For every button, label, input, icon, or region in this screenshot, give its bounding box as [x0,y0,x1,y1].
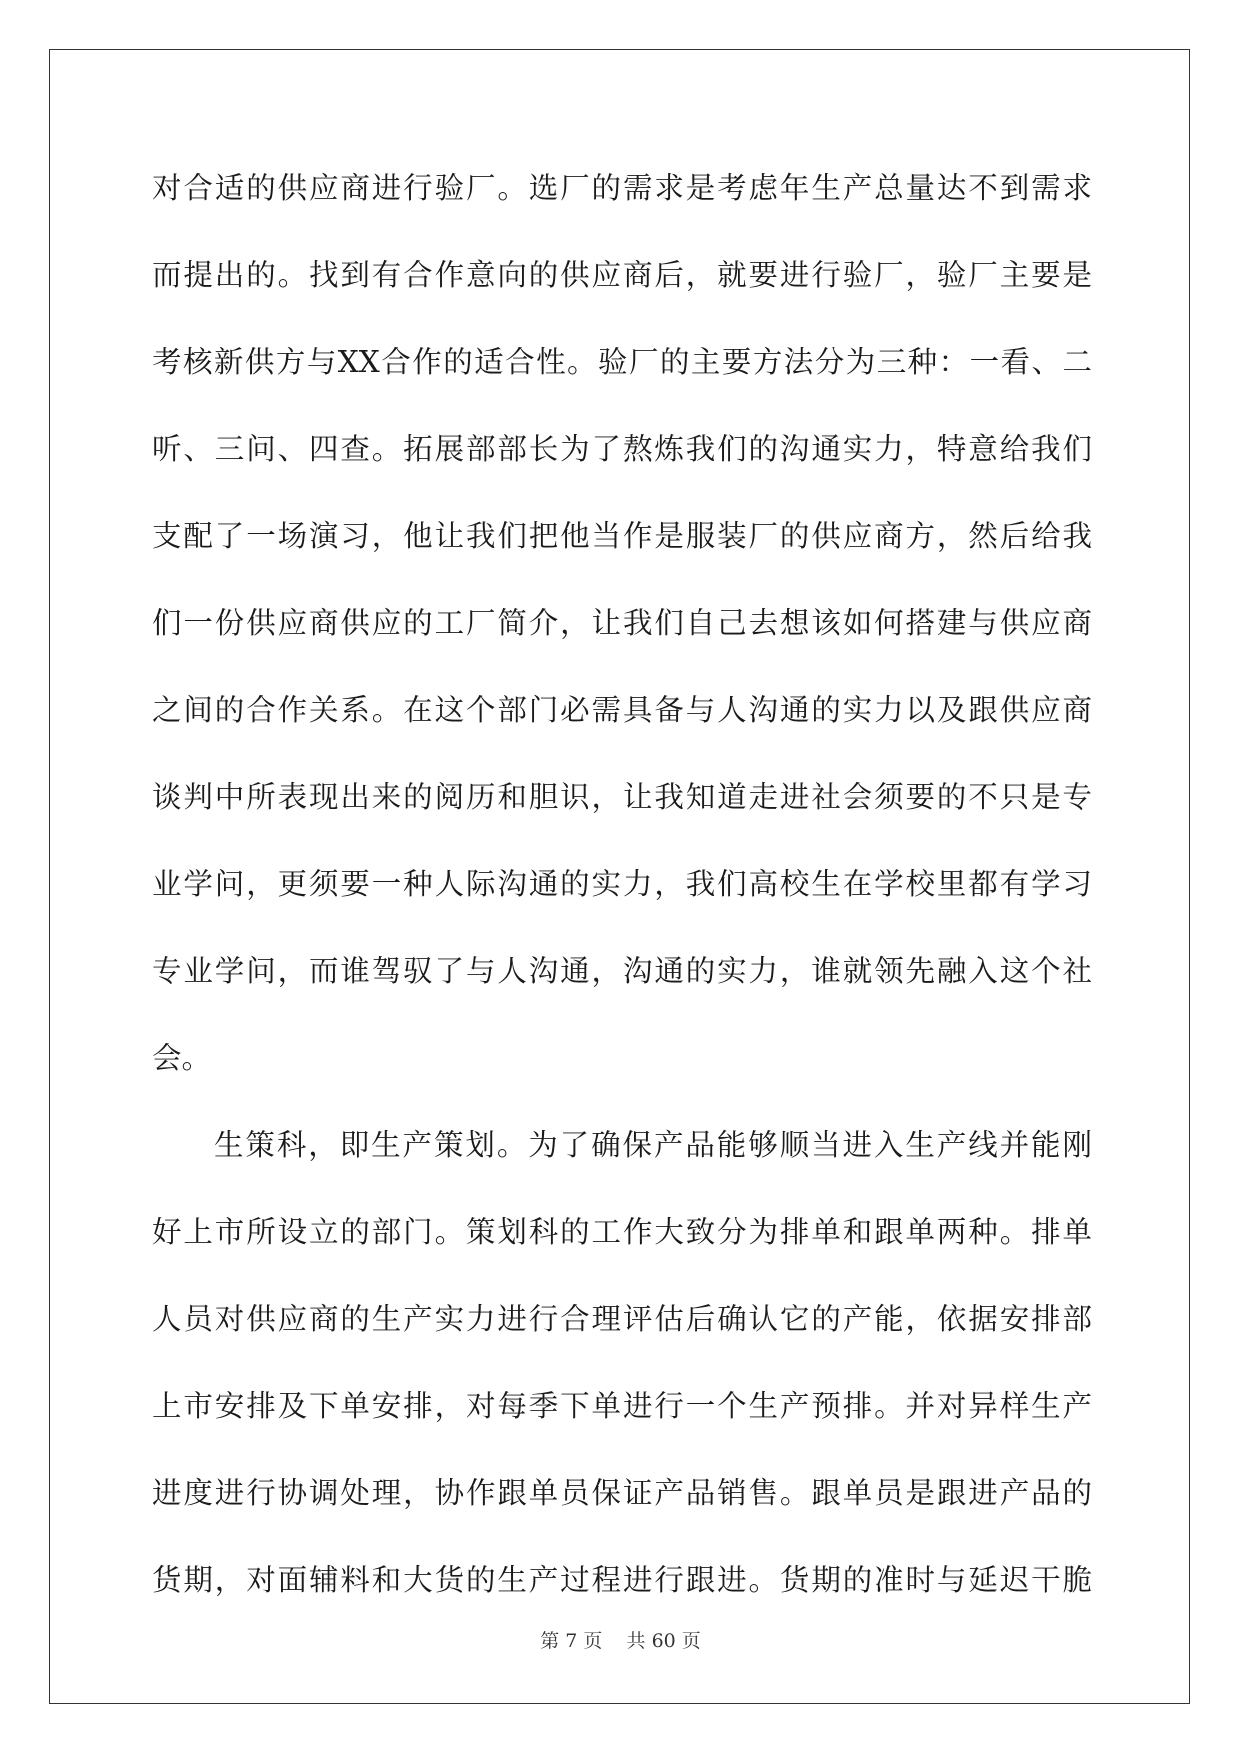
text-line: 进度进行协调处理，协作跟单员保证产品销售。跟单员是跟进产品的 [152,1476,1092,1510]
document-body [152,160,1092,1639]
text-line-last: 会。 [152,1041,212,1075]
text-line: 对合适的供应商进行验厂。选厂的需求是考虑年生产总量达不到需求 [152,171,1092,205]
text-line: 考核新供方与XX合作的适合性。验厂的主要方法分为三种：一看、二 [152,345,1092,379]
text-line: 业学问，更须要一种人际沟通的实力，我们高校生在学校里都有学习 [152,867,1092,901]
page-total: 共 60 页 [626,1630,701,1652]
page-number: 第 7 页 [540,1630,603,1652]
text-line: 支配了一场演习，他让我们把他当作是服装厂的供应商方，然后给我 [152,519,1092,553]
text-line: 之间的合作关系。在这个部门必需具备与人沟通的实力以及跟供应商 [152,693,1092,727]
text-line: 好上市所设立的部门。策划科的工作大致分为排单和跟单两种。排单 [152,1215,1092,1249]
text-line-indented: 生策科，即生产策划。为了确保产品能够顺当进入生产线并能刚 [214,1128,1092,1162]
text-line: 们一份供应商供应的工厂简介，让我们自己去想该如何搭建与供应商 [152,606,1092,640]
text-line: 专业学问，而谁驾驭了与人沟通，沟通的实力，谁就领先融入这个社 [152,954,1092,988]
text-line: 上市安排及下单安排，对每季下单进行一个生产预排。并对异样生产 [152,1389,1092,1423]
text-line: 人员对供应商的生产实力进行合理评估后确认它的产能，依据安排部 [152,1302,1092,1336]
text-line: 听、三问、四查。拓展部部长为了熬炼我们的沟通实力，特意给我们 [152,432,1092,466]
text-line: 谈判中所表现出来的阅历和胆识，让我知道走进社会须要的不只是专 [152,780,1092,814]
text-line: 而提出的。找到有合作意向的供应商后，就要进行验厂，验厂主要是 [152,258,1092,292]
page-footer [0,1626,1241,1653]
text-line: 货期，对面辅料和大货的生产过程进行跟进。货期的准时与延迟干脆 [152,1563,1092,1597]
